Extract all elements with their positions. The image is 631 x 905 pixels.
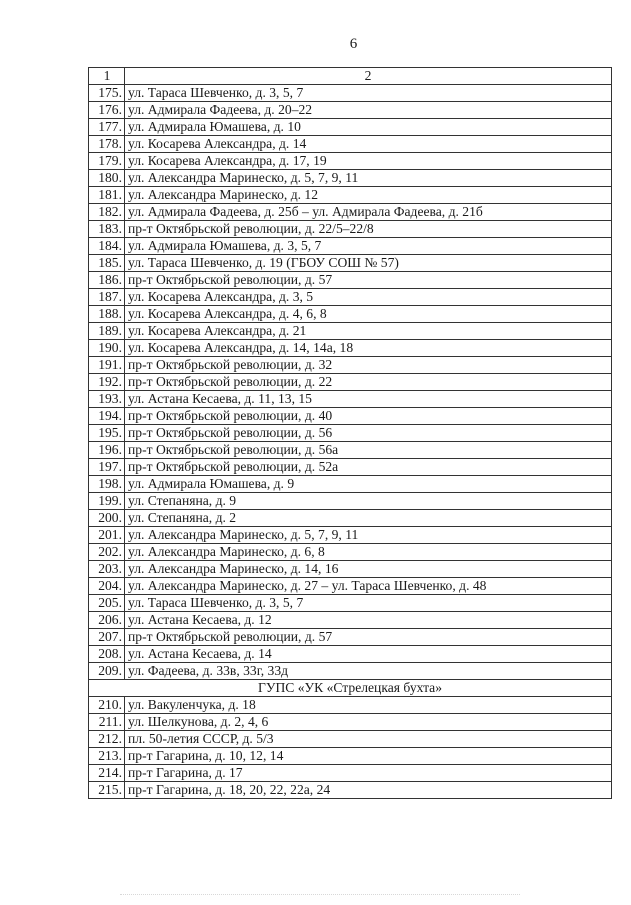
table-row (89, 153, 612, 170)
table-row (89, 323, 612, 340)
row-address: ул. Тараса Шевченко, д. 3, 5, 7 (125, 85, 612, 102)
address-table (88, 67, 612, 799)
row-address: ул. Шелкунова, д. 2, 4, 6 (125, 714, 612, 731)
row-address: пр-т Октябрьской революции, д. 52а (125, 459, 612, 476)
row-address: ул. Косарева Александра, д. 3, 5 (125, 289, 612, 306)
page-number: 6 (349, 36, 358, 52)
row-number: 195. (89, 425, 125, 442)
row-number: 191. (89, 357, 125, 374)
row-address: ул. Степаняна, д. 2 (125, 510, 612, 527)
table-row (89, 102, 612, 119)
row-number: 215. (89, 782, 125, 799)
row-number: 202. (89, 544, 125, 561)
table-row (89, 782, 612, 799)
row-number: 203. (89, 561, 125, 578)
row-address: ул. Косарева Александра, д. 4, 6, 8 (125, 306, 612, 323)
table-row (89, 221, 612, 238)
row-number: 206. (89, 612, 125, 629)
row-number: 183. (89, 221, 125, 238)
table-row (89, 357, 612, 374)
row-address: ул. Александра Маринеско, д. 14, 16 (125, 561, 612, 578)
table-row (89, 697, 612, 714)
table-row (89, 748, 612, 765)
table-row (89, 187, 612, 204)
table-row (89, 544, 612, 561)
row-address: ул. Адмирала Юмашева, д. 10 (125, 119, 612, 136)
table-row (89, 731, 612, 748)
table-row (89, 289, 612, 306)
row-address: ул. Астана Кесаева, д. 12 (125, 612, 612, 629)
table-row (89, 255, 612, 272)
row-address: ул. Александра Маринеско, д. 5, 7, 9, 11 (125, 170, 612, 187)
section-title: ГУПС «УК «Стрелецкая бухта» (89, 680, 612, 697)
table-row (89, 204, 612, 221)
row-address: пр-т Октябрьской революции, д. 57 (125, 629, 612, 646)
row-address: ул. Астана Кесаева, д. 14 (125, 646, 612, 663)
row-address: пр-т Октябрьской революции, д. 56а (125, 442, 612, 459)
row-number: 182. (89, 204, 125, 221)
row-address: ул. Александра Маринеско, д. 5, 7, 9, 11 (125, 527, 612, 544)
row-address: ул. Александра Маринеско, д. 6, 8 (125, 544, 612, 561)
row-address: ул. Астана Кесаева, д. 11, 13, 15 (125, 391, 612, 408)
row-number: 201. (89, 527, 125, 544)
row-number: 178. (89, 136, 125, 153)
row-number: 186. (89, 272, 125, 289)
row-address: пр-т Октябрьской революции, д. 57 (125, 272, 612, 289)
row-address: ул. Вакуленчука, д. 18 (125, 697, 612, 714)
row-number: 207. (89, 629, 125, 646)
table-row (89, 442, 612, 459)
row-number: 211. (89, 714, 125, 731)
table-row (89, 476, 612, 493)
header-col-2: 2 (125, 68, 612, 85)
table-header-row (89, 68, 612, 85)
row-address: ул. Александра Маринеско, д. 12 (125, 187, 612, 204)
row-number: 210. (89, 697, 125, 714)
table-row (89, 646, 612, 663)
table-row (89, 493, 612, 510)
table-row (89, 459, 612, 476)
row-address: ул. Косарева Александра, д. 17, 19 (125, 153, 612, 170)
table-row (89, 629, 612, 646)
scan-artifact (120, 894, 520, 897)
row-address: пр-т Гагарина, д. 10, 12, 14 (125, 748, 612, 765)
row-number: 198. (89, 476, 125, 493)
header-col-1: 1 (89, 68, 125, 85)
row-address: пр-т Гагарина, д. 18, 20, 22, 22а, 24 (125, 782, 612, 799)
row-number: 181. (89, 187, 125, 204)
section-row (89, 680, 612, 697)
row-number: 185. (89, 255, 125, 272)
row-number: 205. (89, 595, 125, 612)
table-row (89, 306, 612, 323)
row-address: ул. Тараса Шевченко, д. 19 (ГБОУ СОШ № 57) (125, 255, 612, 272)
row-address: ул. Фадеева, д. 33в, 33г, 33д (125, 663, 612, 680)
row-address: ул. Адмирала Фадеева, д. 20–22 (125, 102, 612, 119)
row-number: 187. (89, 289, 125, 306)
row-number: 200. (89, 510, 125, 527)
table-row (89, 408, 612, 425)
table-row (89, 595, 612, 612)
row-number: 208. (89, 646, 125, 663)
row-number: 214. (89, 765, 125, 782)
table-row (89, 391, 612, 408)
row-address: пл. 50-летия СССР, д. 5/3 (125, 731, 612, 748)
table-row (89, 340, 612, 357)
table-row (89, 527, 612, 544)
row-address: пр-т Гагарина, д. 17 (125, 765, 612, 782)
table-row (89, 272, 612, 289)
row-number: 188. (89, 306, 125, 323)
table-row (89, 119, 612, 136)
table-row (89, 765, 612, 782)
row-number: 180. (89, 170, 125, 187)
row-number: 196. (89, 442, 125, 459)
row-number: 209. (89, 663, 125, 680)
row-address: ул. Адмирала Юмашева, д. 9 (125, 476, 612, 493)
row-number: 175. (89, 85, 125, 102)
row-number: 190. (89, 340, 125, 357)
table-row (89, 425, 612, 442)
row-address: ул. Косарева Александра, д. 21 (125, 323, 612, 340)
row-number: 193. (89, 391, 125, 408)
row-address: ул. Косарева Александра, д. 14, 14а, 18 (125, 340, 612, 357)
row-number: 184. (89, 238, 125, 255)
table-row (89, 374, 612, 391)
row-address: пр-т Октябрьской революции, д. 40 (125, 408, 612, 425)
row-number: 194. (89, 408, 125, 425)
table-row (89, 510, 612, 527)
row-address: ул. Адмирала Фадеева, д. 25б – ул. Адмирала Фадеева, д. 21б (125, 204, 612, 221)
row-number: 204. (89, 578, 125, 595)
table-row (89, 136, 612, 153)
row-number: 176. (89, 102, 125, 119)
row-address: ул. Адмирала Юмашева, д. 3, 5, 7 (125, 238, 612, 255)
table-row (89, 238, 612, 255)
row-number: 197. (89, 459, 125, 476)
row-number: 192. (89, 374, 125, 391)
row-number: 199. (89, 493, 125, 510)
row-address: ул. Тараса Шевченко, д. 3, 5, 7 (125, 595, 612, 612)
row-address: пр-т Октябрьской революции, д. 22/5–22/8 (125, 221, 612, 238)
row-number: 189. (89, 323, 125, 340)
row-address: ул. Александра Маринеско, д. 27 – ул. Тараса Шевченко, д. 48 (125, 578, 612, 595)
table-row (89, 612, 612, 629)
row-address: пр-т Октябрьской революции, д. 22 (125, 374, 612, 391)
table-row (89, 170, 612, 187)
table-row (89, 714, 612, 731)
row-address: ул. Косарева Александра, д. 14 (125, 136, 612, 153)
row-address: ул. Степаняна, д. 9 (125, 493, 612, 510)
table-row (89, 85, 612, 102)
table-row (89, 663, 612, 680)
row-number: 177. (89, 119, 125, 136)
row-number: 213. (89, 748, 125, 765)
table-row (89, 578, 612, 595)
row-address: пр-т Октябрьской революции, д. 56 (125, 425, 612, 442)
row-address: пр-т Октябрьской революции, д. 32 (125, 357, 612, 374)
row-number: 212. (89, 731, 125, 748)
table-row (89, 561, 612, 578)
row-number: 179. (89, 153, 125, 170)
